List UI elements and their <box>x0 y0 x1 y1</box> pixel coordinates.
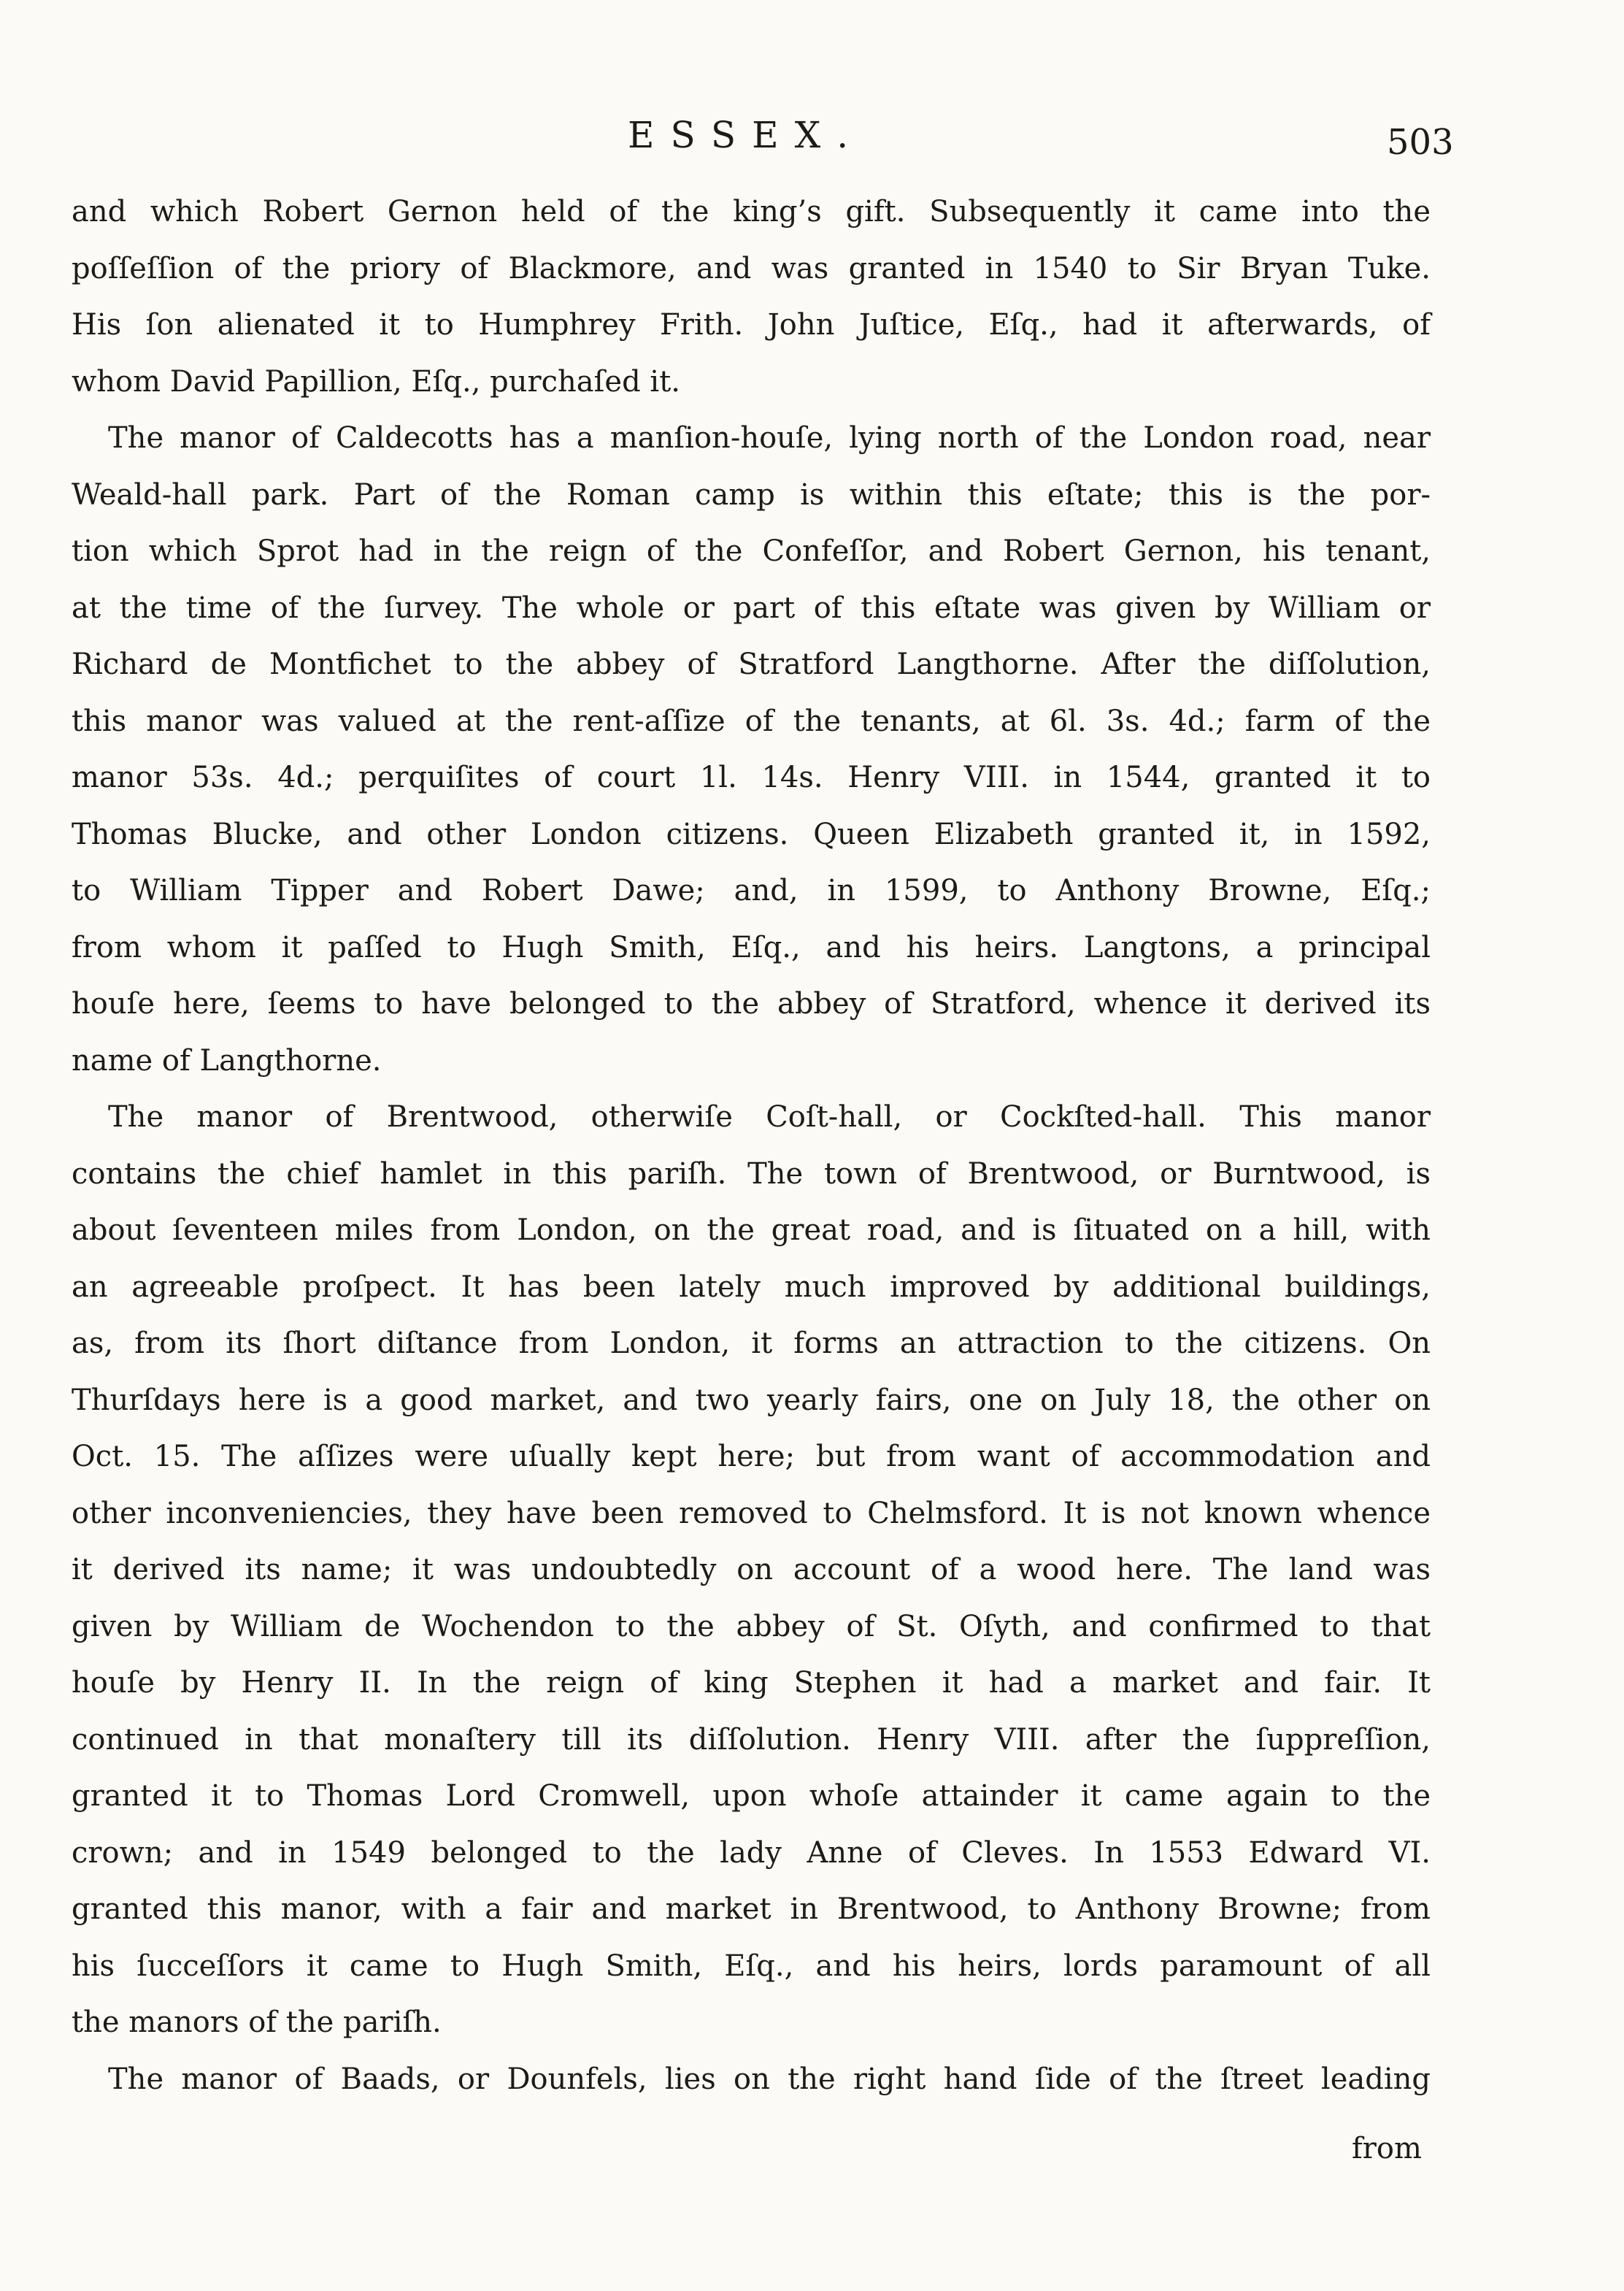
text-line: the manors of the pariſh. <box>72 2006 442 2039</box>
text-line: poſſeſſion of the priory of Blackmore, and was granted in 1540 to Sir Bryan Tuke. <box>72 251 1431 285</box>
page-number: 503 <box>1387 122 1454 163</box>
paragraph-caldecotts <box>72 410 1431 1089</box>
text-line: The manor of Caldecotts has a manſion-houſe, lying north of the London road, near <box>108 421 1431 455</box>
text-line: The manor of Baads, or Dounfels, lies on the right hand ſide of the ſtreet leading <box>108 2062 1431 2096</box>
text-line: The manor of Brentwood, otherwiſe Coſt-hall, or Cockſted-hall. This manor <box>108 1100 1431 1134</box>
text-line: whom David Papillion, Eſq., purchaſed it. <box>72 364 681 399</box>
text-line: houſe by Henry II. In the reign of king Stephen it had a market and fair. It <box>72 1666 1431 1700</box>
text-line: other inconveniencies, they have been removed to Chelmsford. It is not known whence <box>72 1496 1431 1530</box>
text-line: Richard de Montfichet to the abbey of Stratford Langthorne. After the diſſolution, <box>72 648 1431 681</box>
text-line: his ſucceſſors it came to Hugh Smith, Eſq., and his heirs, lords paramount of all <box>72 1949 1431 1983</box>
text-line: tion which Sprot had in the reign of the Confeſſor, and Robert Gernon, his tenant, <box>72 534 1431 568</box>
page-header <box>0 110 1624 161</box>
text-line: Oct. 15. The aſſizes were uſually kept here; but from want of accommodation and <box>72 1440 1431 1473</box>
text-line: granted this manor, with a fair and market in Brentwood, to Anthony Browne; from <box>72 1892 1431 1926</box>
text-line: granted it to Thomas Lord Cromwell, upon whoſe attainder it came again to the <box>72 1779 1431 1813</box>
text-line: crown; and in 1549 belonged to the lady Anne of Cleves. In 1553 Edward VI. <box>72 1835 1431 1870</box>
catchword: from <box>1352 2132 1422 2165</box>
text-line: an agreeable proſpect. It has been lately much improved by additional buildings, <box>72 1270 1431 1304</box>
body-text <box>72 184 1431 2108</box>
text-line: given by William de Wochendon to the abbey of St. Oſyth, and confirmed to that <box>72 1609 1431 1643</box>
text-line: His ſon alienated it to Humphrey Frith. John Juſtice, Eſq., had it afterwards, of <box>72 308 1431 342</box>
text-line: as, from its ſhort diſtance from London, it forms an attraction to the citizens. On <box>72 1327 1431 1360</box>
paragraph-robert-gernon <box>72 184 1431 410</box>
text-line: Thomas Blucke, and other London citizens. Queen Elizabeth granted it, in 1592, <box>72 817 1431 851</box>
text-line: continued in that monaſtery till its diſſolution. Henry VIII. after the ſuppreſſion, <box>72 1722 1431 1757</box>
text-line: it derived its name; it was undoubtedly on account of a wood here. The land was <box>72 1553 1431 1586</box>
text-line: this manor was valued at the rent-aſſize of the tenants, at 6l. 3s. 4d.; farm of the <box>72 704 1431 738</box>
text-line: manor 53s. 4d.; perquiſites of court 1l. 14s. Henry VIII. in 1544, granted it to <box>72 761 1431 794</box>
text-line: Weald-hall park. Part of the Roman camp is within this eſtate; this is the por- <box>72 477 1431 512</box>
text-line: contains the chief hamlet in this pariſh. The town of Brentwood, or Burntwood, is <box>72 1156 1431 1191</box>
text-line: to William Tipper and Robert Dawe; and, in 1599, to Anthony Browne, Eſq.; <box>72 874 1431 907</box>
text-line: name of Langthorne. <box>72 1043 382 1078</box>
text-line: at the time of the ſurvey. The whole or part of this eſtate was given by William or <box>72 591 1431 625</box>
paragraph-brentwood <box>72 1089 1431 2052</box>
paragraph-baads <box>72 2052 1431 2108</box>
text-line: houſe here, ſeems to have belonged to the abbey of Stratford, whence it derived its <box>72 987 1431 1021</box>
text-line: and which Robert Gernon held of the king’s gift. Subsequently it came into the <box>72 195 1431 229</box>
text-line: from whom it paſſed to Hugh Smith, Eſq., and his heirs. Langtons, a principal <box>72 930 1431 964</box>
text-line: about ſeventeen miles from London, on the great road, and is ſituated on a hill, with <box>72 1213 1431 1247</box>
text-line: Thurſdays here is a good market, and two yearly fairs, one on July 18, the other on <box>72 1383 1431 1417</box>
running-head: ESSEX. <box>628 114 865 156</box>
